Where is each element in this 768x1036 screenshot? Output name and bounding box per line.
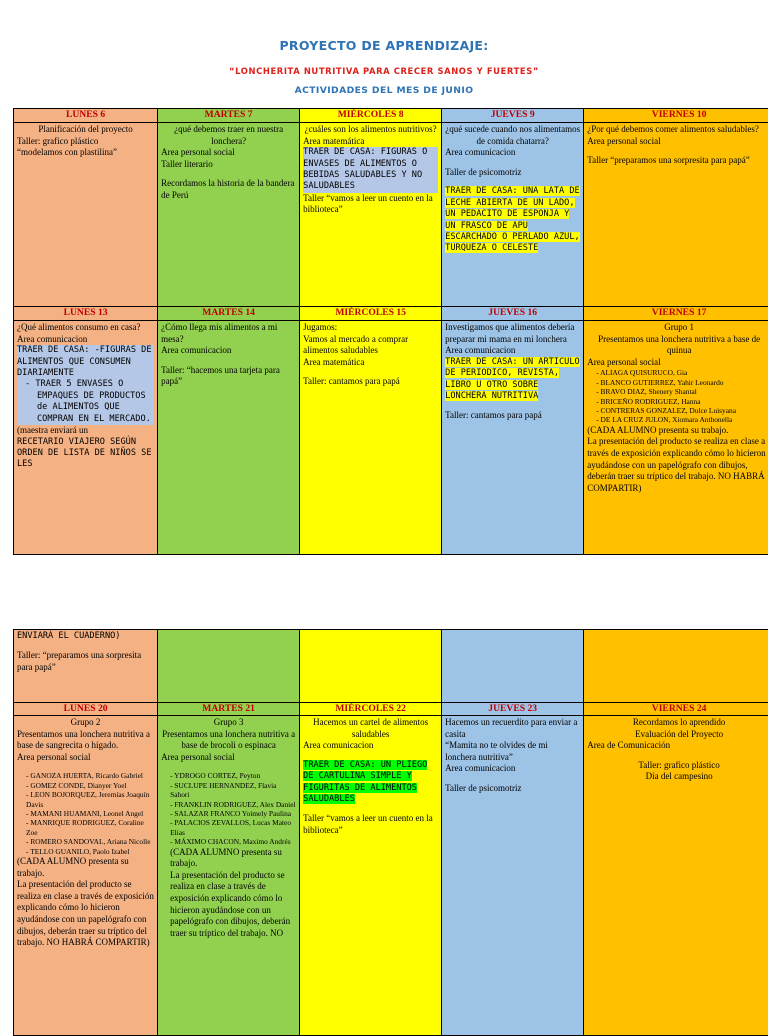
day-header: JUEVES 16 bbox=[442, 307, 584, 321]
student-name: - MÁXIMO CHACON, Maximo Andrés bbox=[170, 837, 296, 846]
week3-day-row bbox=[14, 703, 768, 716]
activity-text: RECETARIO VIAJERO SEGÚN ORDEN DE LISTA DE NIÑOS SE LES bbox=[17, 437, 154, 471]
area-text: Area comunicacion bbox=[161, 345, 296, 357]
activity-text: Taller: cantamos para papá bbox=[303, 376, 438, 388]
area-text: Area de Comunicación bbox=[587, 740, 768, 752]
area-text: Area comunicacion bbox=[445, 147, 580, 159]
student-name: - BRICEÑO RODRIGUEZ, Hanna bbox=[596, 397, 768, 406]
activity-cell bbox=[584, 630, 768, 703]
activity-text: Hacemos un cartel de alimentos saludables bbox=[303, 717, 438, 740]
activity-text: Día del campesino bbox=[587, 771, 768, 783]
week1-activity-row bbox=[14, 123, 768, 307]
activity-text: Hacemos un recuerdito para enviar a casita bbox=[445, 717, 580, 740]
schedule-table-bottom bbox=[13, 629, 768, 1036]
student-name: - CONTRERAS GONZALEZ, Dulce Luisyana bbox=[596, 406, 768, 415]
activity-cell bbox=[300, 123, 442, 307]
bring-from-home-note: TRAER DE CASA: UN ARTICULO DE PERIODICO, REVISTA, LIBRO U OTRO SOBRE LONCHERA NUTRITIVA bbox=[445, 357, 580, 401]
student-name: - GOMEZ CONDE, Dianyer Yoel bbox=[26, 781, 154, 790]
activity-text: Taller: “hacemos una tarjeta para papá” bbox=[161, 365, 296, 388]
activity-cell bbox=[442, 123, 584, 307]
activity-text: Taller: grafico plástico bbox=[17, 136, 154, 148]
bring-from-home-note: TRAER DE CASA: FIGURAS O ENVASES DE ALIMENTOS O BEBIDAS SALUDABLES Y NO SALUDABLES bbox=[303, 147, 438, 193]
activity-text: “modelamos con plastilina” bbox=[17, 147, 154, 159]
activity-text: La presentación del producto se realiza en clase a través de exposición explicando cómo lo hicieron ayudándose con un papelógrafo con dibujos, deberán traer su tríptico del trabajo. NO HABRÁ COMPARTIR) bbox=[17, 879, 154, 949]
activity-text: (CADA ALUMNO presenta su trabajo. bbox=[161, 847, 296, 870]
activity-cell bbox=[14, 630, 158, 703]
day-header: MIÉRCOLES 8 bbox=[300, 109, 442, 123]
activity-text: Investigamos que alimentos debería preparar mi mama en mi lonchera bbox=[445, 322, 580, 345]
activity-text: (CADA ALUMNO presenta su trabajo. bbox=[17, 856, 154, 879]
area-text: Area comunicacion bbox=[17, 334, 154, 346]
day-header: MIÉRCOLES 22 bbox=[300, 703, 442, 716]
student-name: - DE LA CRUZ JULON, Xiomara Anthonella bbox=[596, 415, 768, 424]
schedule-table-top bbox=[13, 108, 768, 555]
activity-text: ¿qué debemos traer en nuestra lonchera? bbox=[161, 124, 296, 147]
day-header: LUNES 20 bbox=[14, 703, 158, 716]
activity-text: Taller literario bbox=[161, 159, 296, 171]
student-name: - MANRIQUE RODRIGUEZ, Coraline Zoe bbox=[26, 818, 154, 837]
activity-cell bbox=[584, 123, 768, 307]
student-name: - TELLO GUANILO, Paolo Izabel bbox=[26, 847, 154, 856]
activity-text: (CADA ALUMNO presenta su trabajo. bbox=[587, 425, 768, 437]
day-header: JUEVES 9 bbox=[442, 109, 584, 123]
activity-text: ¿Qué alimentos consumo en casa? bbox=[17, 322, 154, 334]
activity-text: Presentamos una lonchera nutritiva a base de brocoli o espinaca bbox=[161, 729, 296, 752]
area-text: Area matemática bbox=[303, 136, 438, 148]
day-header: VIERNES 24 bbox=[584, 703, 768, 716]
student-list bbox=[17, 771, 154, 856]
activity-cell bbox=[300, 630, 442, 703]
area-text: Area personal social bbox=[161, 147, 296, 159]
area-text: Area comunicacion bbox=[303, 740, 438, 752]
day-header: LUNES 6 bbox=[14, 109, 158, 123]
activity-text: Vamos al mercado a comprar alimentos saludables bbox=[303, 334, 438, 357]
group-title: Grupo 3 bbox=[161, 717, 296, 729]
area-text: Area personal social bbox=[587, 357, 768, 369]
activity-text: Planificación del proyecto bbox=[17, 124, 154, 136]
activity-text: Recordamos lo aprendido bbox=[587, 717, 768, 729]
bring-from-home-item: - TRAER 5 ENVASES O EMPAQUES DE PRODUCTOS de ALIMENTOS QUE COMPRAN EN EL MERCADO. bbox=[37, 379, 154, 425]
student-name: - SUCLUPE HERNANDEZ, Flavia Sahori bbox=[170, 781, 296, 800]
area-text: Area personal social bbox=[161, 752, 296, 764]
activity-text: ¿Cómo llega mis alimentos a mi mesa? bbox=[161, 322, 296, 345]
activity-cell bbox=[158, 321, 300, 555]
student-name: - BRAVO DIAZ, Shenery Shantal bbox=[596, 387, 768, 396]
student-name: - MAMANI HUAMANI, Leonel Angel bbox=[26, 809, 154, 818]
week2-day-row bbox=[14, 307, 768, 321]
activity-text: Taller “vamos a leer un cuento en la biblioteca” bbox=[303, 193, 438, 216]
student-list bbox=[587, 368, 768, 424]
student-name: - FRANKLIN RODRIGUEZ, Alex Daniel bbox=[170, 800, 296, 809]
student-name: - YDROGO CORTEZ, Peyton bbox=[170, 771, 296, 780]
day-header: JUEVES 23 bbox=[442, 703, 584, 716]
day-header: VIERNES 17 bbox=[584, 307, 768, 321]
area-text: Area personal social bbox=[17, 752, 154, 764]
activity-text: ¿Por qué debemos comer alimentos saludables? bbox=[587, 124, 768, 136]
activity-cell bbox=[442, 716, 584, 1036]
activity-text: La presentación del producto se realiza en clase a través de exposición explicando cómo lo hicieron ayudándose con un papelógrafo con dibujos, deberán traer su tríptico del trabajo. NO bbox=[161, 870, 296, 940]
area-text: Area personal social bbox=[587, 136, 768, 148]
group-title: Grupo 1 bbox=[587, 322, 768, 334]
activity-cell bbox=[300, 716, 442, 1036]
student-name: - ALIAGA QUISURUCO, Gia bbox=[596, 368, 768, 377]
student-name: - SALAZAR FRANCO Yoimely Paulina bbox=[170, 809, 296, 818]
bring-from-home-note: TRAER DE CASA: UNA LATA DE LECHE ABIERTA DE UN LADO, UN PEDACITO DE ESPONJA Y UN FRASCO DE APU ESCARCHADO O PERLADO AZUL, TURQUEZA O CELESTE bbox=[445, 186, 580, 253]
activity-text: Taller “preparamos una sorpresita para papá” bbox=[587, 155, 768, 167]
project-title: PROYECTO DE APRENDIZAJE: bbox=[0, 38, 768, 53]
activity-cell bbox=[158, 630, 300, 703]
activity-text: Taller: “preparamos una sorpresita para papá” bbox=[17, 650, 154, 673]
activity-text: ENVIARÁ EL CUADERNO) bbox=[17, 631, 154, 642]
day-header: MARTES 7 bbox=[158, 109, 300, 123]
week1-day-row bbox=[14, 109, 768, 123]
activity-text: ¿qué sucede cuando nos alimentamos de comida chatarra? bbox=[445, 124, 580, 147]
student-name: - GANOZA HUERTA, Ricardo Gabriel bbox=[26, 771, 154, 780]
student-name: - PALACIOS ZEVALLOS, Lucas Mateo Elias bbox=[170, 818, 296, 837]
activity-text: La presentación del producto se realiza en clase a través de exposición explicando cómo lo hicieron ayudándose con un papelógrafo con dibujos, deberán traer su tríptico del trabajo. NO HABRÁ COMPARTIR) bbox=[587, 436, 768, 494]
activity-text: Taller de psicomotriz bbox=[445, 167, 580, 179]
activity-text: Taller: cantamos para papá bbox=[445, 410, 580, 422]
activity-text: Jugamos: bbox=[303, 322, 438, 334]
activity-text: Evaluación del Proyecto bbox=[587, 729, 768, 741]
activity-cell bbox=[300, 321, 442, 555]
day-header: MARTES 21 bbox=[158, 703, 300, 716]
activity-text: ¿cuáles son los alimentos nutritivos? bbox=[303, 124, 438, 136]
activity-cell bbox=[442, 321, 584, 555]
area-text: Area comunicacion bbox=[445, 763, 580, 775]
activity-cell bbox=[442, 630, 584, 703]
project-subtitle: “LONCHERITA NUTRITIVA PARA CRECER SANOS Y FUERTES” bbox=[0, 66, 768, 76]
activity-text: Taller: grafico plástico bbox=[587, 760, 768, 772]
week3-activity-row bbox=[14, 716, 768, 1036]
area-text: Area matemática bbox=[303, 357, 438, 369]
area-text: Area comunicacion bbox=[445, 345, 580, 357]
activity-text: (maestra enviará un bbox=[17, 425, 154, 437]
month-heading: ACTIVIDADES DEL MES DE JUNIO bbox=[0, 85, 768, 96]
bring-from-home-note: TRAER DE CASA: -FIGURAS DE ALIMENTOS QUE CONSUMEN DIARIAMENTE bbox=[17, 345, 154, 379]
week2-activity-row bbox=[14, 321, 768, 555]
activity-text: “Mamita no te olvides de mi lonchera nutritiva” bbox=[445, 740, 580, 763]
student-list bbox=[161, 771, 296, 846]
student-name: - BLANCO GUTIERREZ, Yahir Leonardo bbox=[596, 378, 768, 387]
group-title: Grupo 2 bbox=[17, 717, 154, 729]
activity-cell bbox=[158, 123, 300, 307]
activity-text: Presentamos una lonchera nutritiva a base de sangrecita o hígado. bbox=[17, 729, 154, 752]
activity-text: Taller “vamos a leer un cuento en la biblioteca” bbox=[303, 813, 438, 836]
activity-cell bbox=[14, 321, 158, 555]
activity-text: Taller de psicomotriz bbox=[445, 783, 580, 795]
day-header: VIERNES 10 bbox=[584, 109, 768, 123]
activity-text: Presentamos una lonchera nutritiva a base de quinua bbox=[587, 334, 768, 357]
activity-cell bbox=[158, 716, 300, 1036]
activity-cell bbox=[14, 716, 158, 1036]
day-header: MIÉRCOLES 15 bbox=[300, 307, 442, 321]
activity-text: Recordamos la historia de la bandera de Perú bbox=[161, 178, 296, 201]
day-header: LUNES 13 bbox=[14, 307, 158, 321]
student-name: - LEON BOJORQUEZ, Jeremías Joaquín Davis bbox=[26, 790, 154, 809]
activity-cell bbox=[584, 716, 768, 1036]
activity-cell bbox=[584, 321, 768, 555]
activity-cell bbox=[14, 123, 158, 307]
day-header: MARTES 14 bbox=[158, 307, 300, 321]
student-name: - ROMERO SANDOVAL, Ariana Nicolle bbox=[26, 837, 154, 846]
bring-from-home-note: TRAER DE CASA: UN PLIEGO DE CARTULINA SIMPLE Y FIGURITAS DE ALIMENTOS SALUDABLES bbox=[303, 760, 427, 804]
continuation-row bbox=[14, 630, 768, 703]
